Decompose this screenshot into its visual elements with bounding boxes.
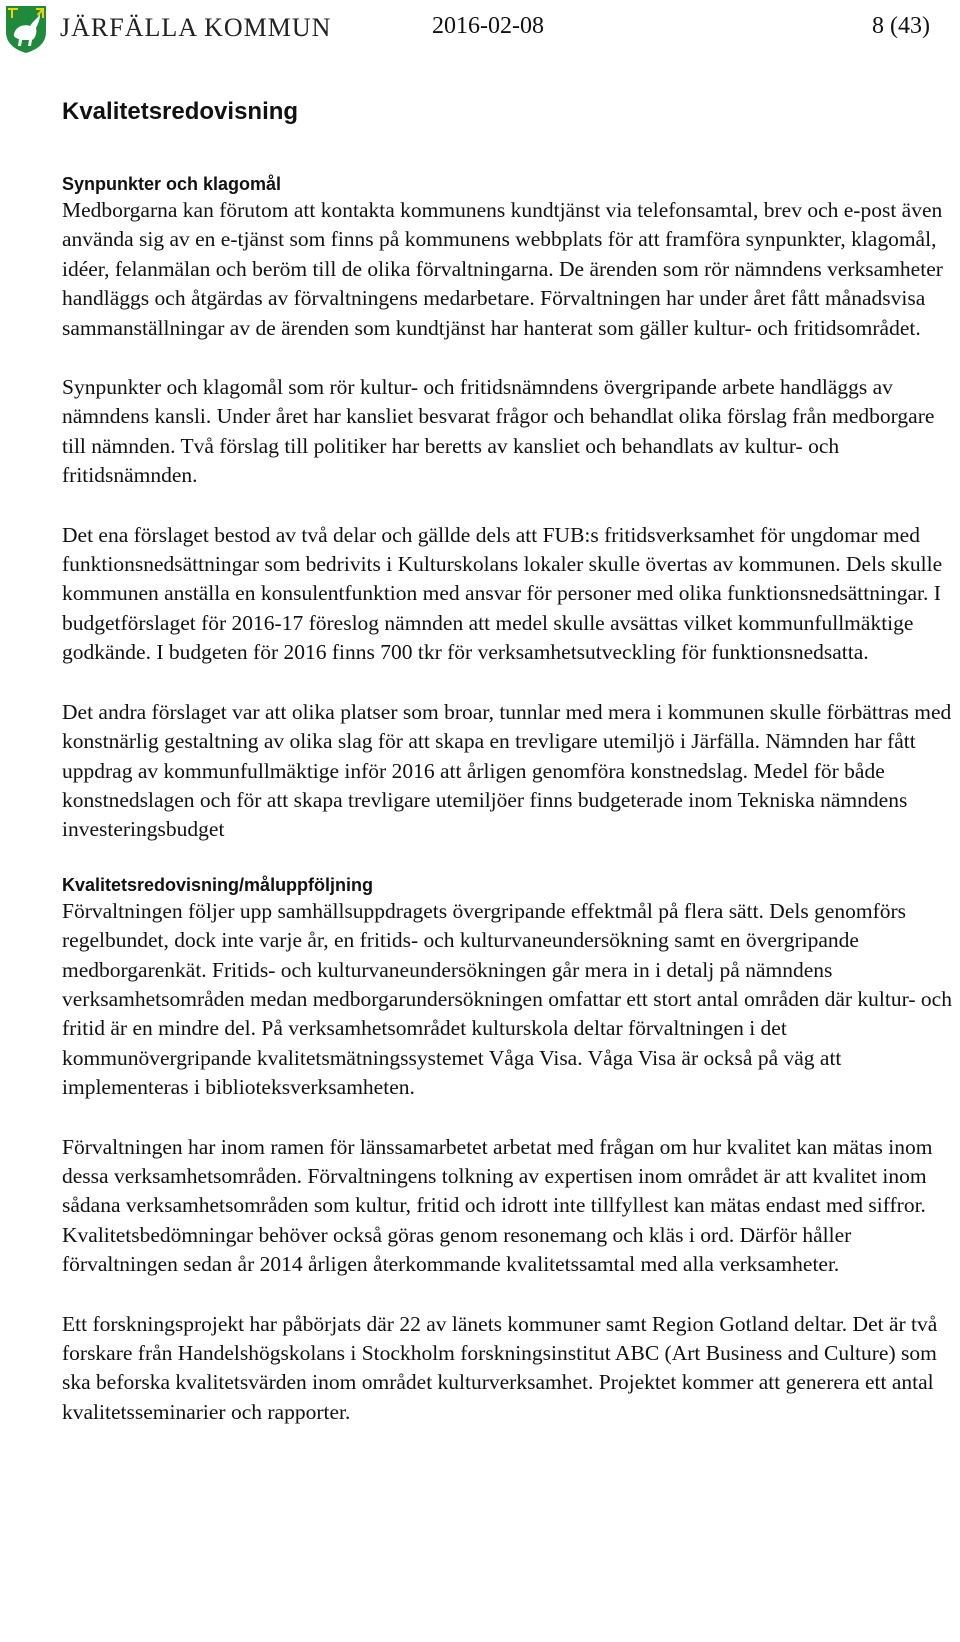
paragraph: Det ena förslaget bestod av två delar och gällde dels att FUB:s fritidsverksamhet för ungdomar med funktionsnedsättningar som bedrivits i Kulturskolans lokaler skulle övertas av kommunen. Dels skulle kommunen anställa en konsulentfunktion med ansvar för personer med olika funktionsnedsättningar. I budgetförslaget för 2016-17 föreslog nämnden att medel skulle avsättas vilket kommunfullmäktige godkände. I budgeten för 2016 finns 700 tkr för verksamhetsutveckling för funktionsnedsatta. bbox=[62, 522, 943, 665]
page-header bbox=[0, 0, 960, 60]
paragraph: Förvaltningen har inom ramen för länssamarbetet arbetat med frågan om hur kvalitet kan mätas inom dessa verksamhetsområden. Förvaltningens tolkning av expertisen inom området är att kvalitet inom sådana verksamhetsområden som kultur, fritid och idrott inte tillfyllest kan mätas endast med siffror. Kvalitetsbedömningar behöver också göras genom resonemang och kläs i ord. Därför håller förvaltningen sedan år 2014 årligen återkommande kvalitetssamtal med alla verksamheter. bbox=[62, 1134, 933, 1277]
section-heading-synpunkter: Synpunkter och klagomål bbox=[62, 174, 282, 194]
organization-name: JÄRFÄLLA KOMMUN bbox=[60, 13, 332, 42]
page-title: Kvalitetsredovisning bbox=[62, 98, 299, 125]
page-number: 8 (43) bbox=[872, 13, 930, 39]
paragraph: Ett forskningsprojekt har påbörjats där 22 av länets kommuner samt Region Gotland deltar. Det är två forskare från Handelshögskolans i Stockholm forskningsinstitut ABC (Art Business and Culture) som ska beforska kvalitetsvärden inom området kulturverksamhet. Projektet kommer att generera ett antal kvalitetsseminarier och rapporter. bbox=[62, 1311, 938, 1424]
section-heading-maluppfoljning: Kvalitetsredovisning/måluppföljning bbox=[62, 874, 374, 895]
document-body bbox=[62, 98, 960, 1427]
jarfalla-coat-of-arms-icon bbox=[4, 4, 48, 54]
paragraph: Medborgarna kan förutom att kontakta kommunens kundtjänst via telefonsamtal, brev och e-post även använda sig av en e-tjänst som finns på kommunens webbplats för att framföra synpunkter, klagomål, idéer, felanmälan och beröm till de olika förvaltningarna. De ärenden som rör nämndens verksamheter handläggs och åtgärdas av förvaltningens medarbetare. Förvaltningen har under året fått månadsvisa sammanställningar av de ärenden som kundtjänst har hanterat som gäller kultur- och fritidsområdet. bbox=[62, 198, 943, 340]
paragraph: Förvaltningen följer upp samhällsuppdragets övergripande effektmål på flera sätt. Dels genomförs regelbundet, dock inte varje år, en fritids- och kulturvaneundersökning samt en övergripande medborgarenkät. Fritids- och kulturvaneundersökningen går mera in i detalj på nämndens verksamhetsområden medan medborgarundersökningen omfattar ett stort antal områden där kultur- och fritid är en mindre del. På verksamhetsområdet kulturskola deltar förvaltningen i det kommunövergripande kvalitetsmätningssystemet Våga Visa. Våga Visa är också på väg att implementeras i biblioteksverksamheten. bbox=[62, 898, 952, 1100]
paragraph: Det andra förslaget var att olika platser som broar, tunnlar med mera i kommunen skulle förbättras med konstnärlig gestaltning av olika slag för att skapa en trevligare utemiljö i Järfälla. Nämnden har fått uppdrag av kommunfullmäktige inför 2016 att årligen genomföra konstnedslag. Medel för både konstnedslagen och för att skapa trevligare utemiljöer finns budgeterade inom Tekniska nämndens investeringsbudget bbox=[62, 699, 952, 842]
paragraph: Synpunkter och klagomål som rör kultur- och fritidsnämndens övergripande arbete handläggs av nämndens kansli. Under året har kansliet besvarat frågor och behandlat olika förslag från medborgare till nämnden. Två förslag till politiker har beretts av kansliet och behandlats av kultur- och fritidsnämnden. bbox=[62, 375, 935, 488]
document-date: 2016-02-08 bbox=[432, 13, 544, 39]
